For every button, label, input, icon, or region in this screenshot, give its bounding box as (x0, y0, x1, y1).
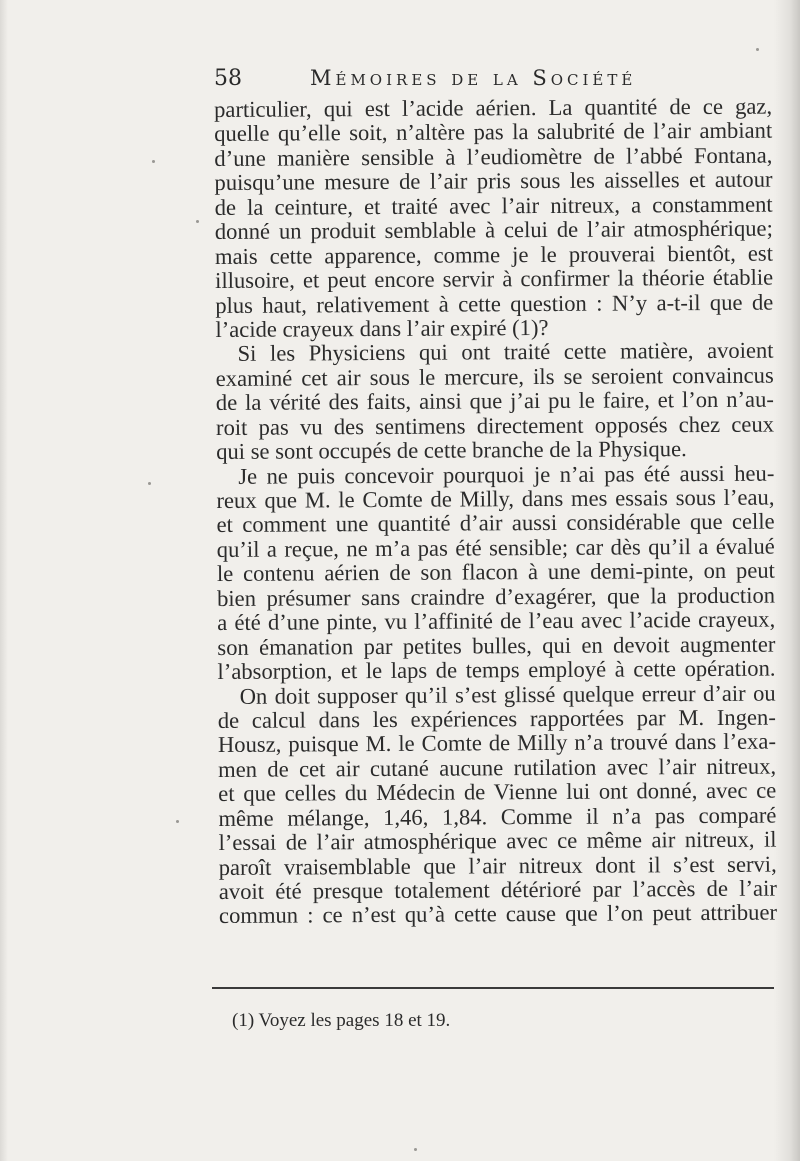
text-line: d’une manière sensible à l’eudiomètre de l’abbé Fontana, (214, 142, 773, 171)
running-title: Mémoires de la Société (310, 66, 637, 90)
text-line: puisqu’une mesure de l’air pris sous les aisselles et autour (214, 166, 773, 196)
text-line: avoit été presque totalement détérioré par l’accès de l’air (218, 875, 777, 904)
paper-speck (196, 220, 199, 223)
footnote-rule (212, 987, 774, 989)
text-line: examiné cet air sous le mercure, ils se seroient convaincus (215, 362, 774, 391)
text-line: de la vérité des faits, ainsi que j’ai pu le faire, et l’on n’au- (215, 386, 774, 416)
text-line: son émanation par petites bulles, qui en devoit augmenter (217, 631, 776, 660)
text-line: bien présumer sans craindre d’exagérer, que la production (216, 582, 776, 611)
text-line: Je ne puis concevoir pourquoi je n’ai pas été aussi heu- (238, 460, 775, 489)
text-line: particulier, qui est l’acide aérien. La quantité de ce gaz, (213, 93, 773, 122)
text-line: illusoire, et peut encore servir à confirmer la théorie établie (215, 264, 774, 294)
text-line: On doit supposer qu’il s’est glissé quelque erreur d’air ou (239, 680, 776, 709)
text-line: de calcul dans les expériences rapportées par M. Ingen- (217, 704, 776, 733)
text-line: reux que M. le Comte de Milly, dans mes essais sous l’eau, (216, 484, 775, 513)
text-line: même mélange, 1,46, 1,84. Comme il n’a pas comparé (218, 802, 777, 831)
page-number: 58 (214, 66, 242, 91)
text-line: de la ceinture, et traité avec l’air nitreux, a constamment (214, 191, 773, 220)
text-line: paroît vraisemblable que l’air nitreux dont il s’est servi, (218, 851, 777, 880)
text-line: qui se sont occupés de cette branche de la Physique. (216, 436, 687, 465)
text-line: Si les Physiciens qui ont traité cette matière, avoient (237, 337, 774, 367)
footnote: (1) Voyez les pages 18 et 19. (232, 1010, 451, 1031)
text-line: a été d’une pinte, vu l’affinité de l’eau avec l’acide crayeux, (217, 606, 776, 636)
paper-speck (756, 48, 759, 51)
text-line: et que celles du Médecin de Vienne lui ont donné, avec ce (218, 777, 777, 807)
text-line: mais cette apparence, comme je le prouverai bientôt, est (214, 240, 774, 269)
body-text (214, 95, 777, 929)
text-line: commun : ce n’est qu’à cette cause que l’on peut attribuer (218, 900, 778, 929)
paper-speck (176, 820, 179, 823)
page-left-shadow (0, 0, 8, 1161)
text-line: roit pas vu des sentimens directement opposés chez ceux (215, 411, 775, 440)
text-line: donné un produit semblable à celui de l’air atmosphérique; (214, 215, 773, 245)
paper-speck (152, 160, 155, 163)
paper-speck (148, 482, 151, 485)
text-line: Housz, puisque M. le Comte de Milly n’a trouvé dans l’exa- (217, 728, 777, 758)
paper-speck (414, 1148, 417, 1151)
text-line: l’absorption, et le laps de temps employé à cette opération. (217, 655, 776, 685)
text-line: quelle qu’elle soit, n’altère pas la salubrité de l’air ambiant (214, 118, 773, 147)
text-line: le contenu aérien de son flacon à une demi-pinte, on peut (216, 557, 775, 587)
page-right-edge (774, 0, 800, 1161)
text-line: plus haut, relativement à cette question : N’y a-t-il que de (215, 289, 774, 318)
text-line: qu’il a reçue, ne m’a pas été sensible; car dès qu’il a évalué (216, 533, 775, 562)
text-line: l’acide crayeux dans l’air expiré (1)? (215, 314, 549, 342)
text-line: l’essai de l’air atmosphérique avec ce même air nitreux, il (218, 826, 777, 856)
text-line: et comment une quantité d’air aussi considérable que celle (216, 509, 775, 538)
text-line: men de cet air cutané aucune rutilation avec l’air nitreux, (218, 753, 777, 782)
